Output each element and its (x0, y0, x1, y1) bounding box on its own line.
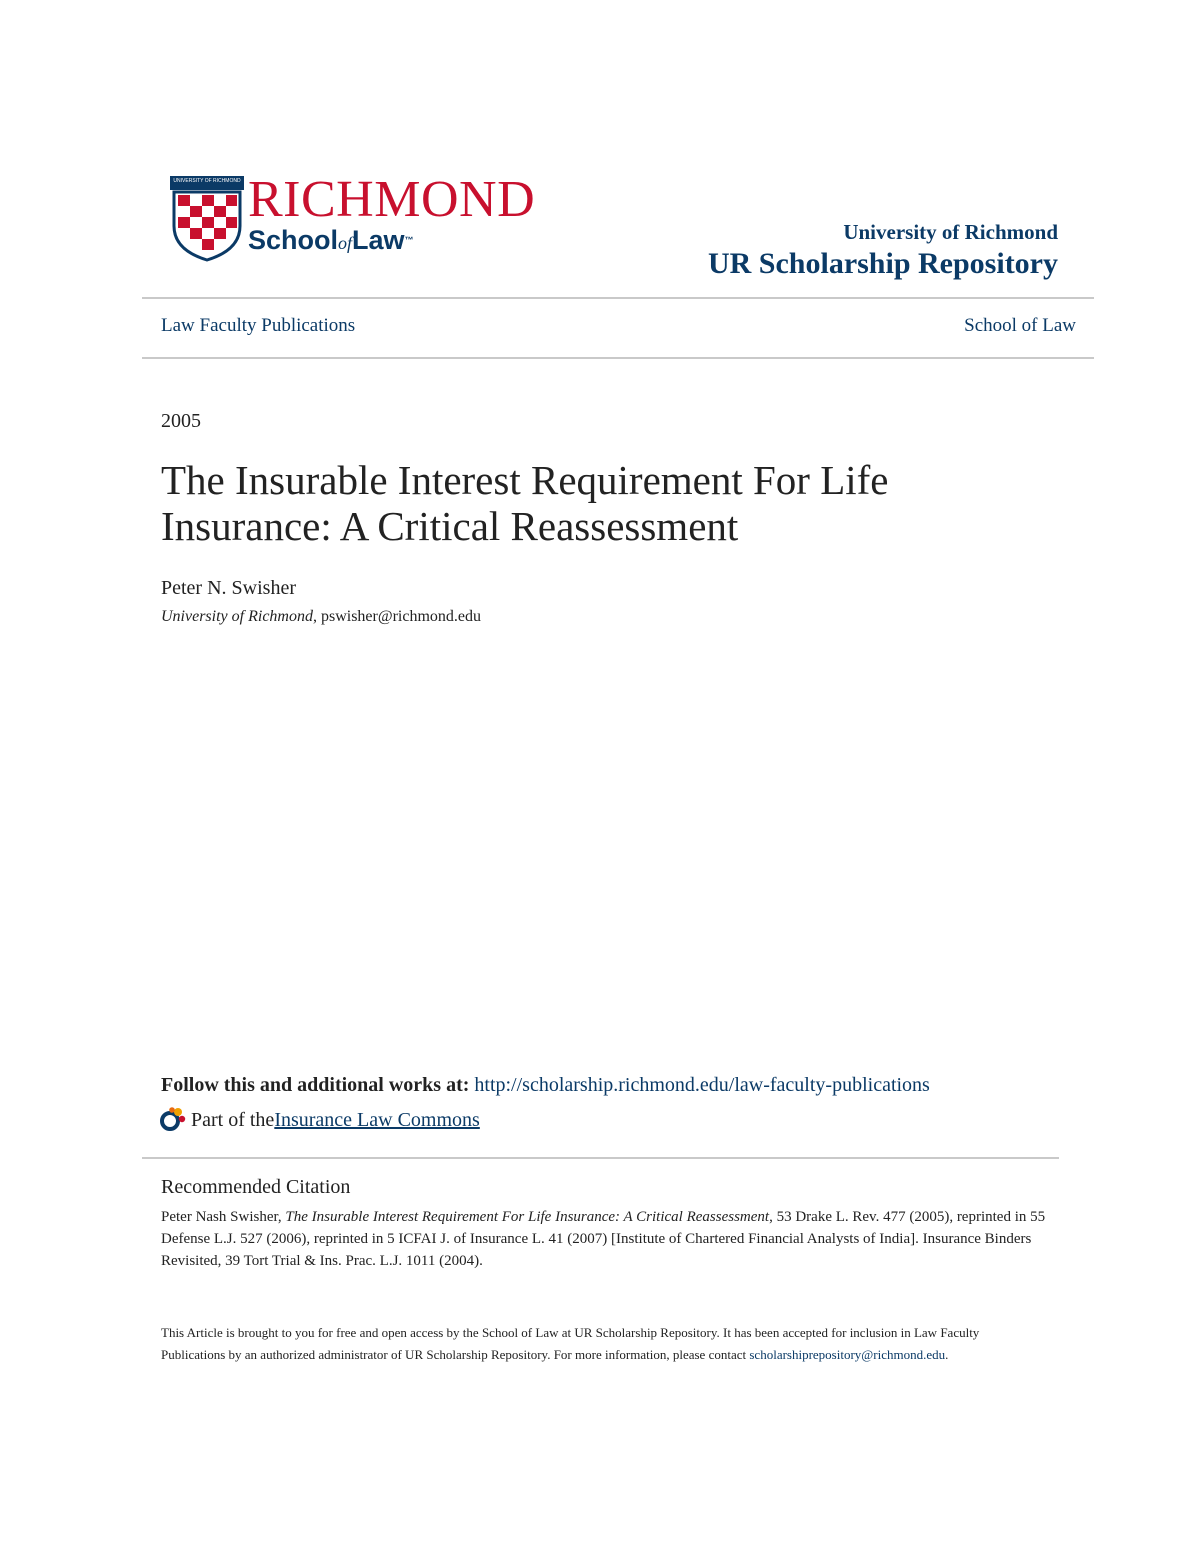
logo-sub-of: of (338, 233, 353, 253)
follow-label: Follow this and additional works at: (161, 1074, 475, 1096)
access-note-text: This Article is brought to you for free and open access by the School of Law at UR Scholarship Repository. It has been accepted for inclusion in Law Faculty Publications by an authorized administrator of UR Scholarship Repository. For more information, please contact (161, 1325, 980, 1362)
network-commons-icon (159, 1106, 187, 1134)
divider-nav (142, 357, 1094, 359)
affiliation-institution: University of Richmond (161, 608, 313, 625)
author-name: Peter N. Swisher (161, 577, 296, 599)
logo-sub-tm: ™ (404, 235, 414, 245)
access-note (161, 1322, 1041, 1366)
citation-author: Peter Nash Swisher, (161, 1209, 286, 1225)
school-link[interactable]: School of Law (964, 315, 1076, 336)
follow-url-link[interactable]: http://scholarship.richmond.edu/law-faculty-publications (474, 1074, 930, 1096)
richmond-law-logo (168, 171, 578, 266)
contact-email-link[interactable]: scholarshiprepository@richmond.edu (749, 1347, 946, 1362)
repository-name: UR Scholarship Repository (707, 247, 1058, 280)
logo-sub-law: Law (352, 225, 405, 255)
citation-heading: Recommended Citation (161, 1176, 351, 1198)
repository-header (708, 218, 1058, 282)
affiliation-email: , pswisher@richmond.edu (312, 608, 482, 625)
citation-text (161, 1206, 1051, 1272)
repository-university: University of Richmond (843, 220, 1058, 244)
part-of-line (159, 1106, 480, 1134)
logo-banner-text: UNIVERSITY OF RICHMOND (173, 178, 241, 184)
citation-rest: , 53 Drake L. Rev. 477 (2005), reprinted in 55 Defense L.J. 527 (2006), reprinted in 5 ICFAI J. of Insurance L. 41 (2007) [Institute of Chartered Financial Analysts of India]. Insurance Binders Revisited, 39 Tort Trial & Ins. Prac. L.J. 1011 (2004). (161, 1209, 1046, 1269)
logo-subtitle (248, 224, 414, 259)
part-of-label: Part of the (191, 1108, 275, 1131)
logo-sub-school: School (248, 225, 339, 255)
shield-icon (168, 176, 246, 262)
insurance-law-commons-link[interactable]: Insurance Law Commons (274, 1108, 480, 1131)
citation-title: The Insurable Interest Requirement For Life Insurance: A Critical Reassessment (285, 1209, 770, 1225)
author-affiliation (161, 608, 481, 626)
divider-citation (142, 1157, 1059, 1159)
article-title: The Insurable Interest Requirement For Life Insurance: A Critical Reassessment (161, 457, 889, 549)
access-note-end: . (945, 1347, 949, 1362)
follow-line (161, 1074, 930, 1097)
collection-link[interactable]: Law Faculty Publications (161, 315, 356, 336)
divider-top (142, 297, 1094, 299)
logo-wordmark: RICHMOND (248, 171, 536, 228)
publication-year: 2005 (161, 410, 201, 432)
